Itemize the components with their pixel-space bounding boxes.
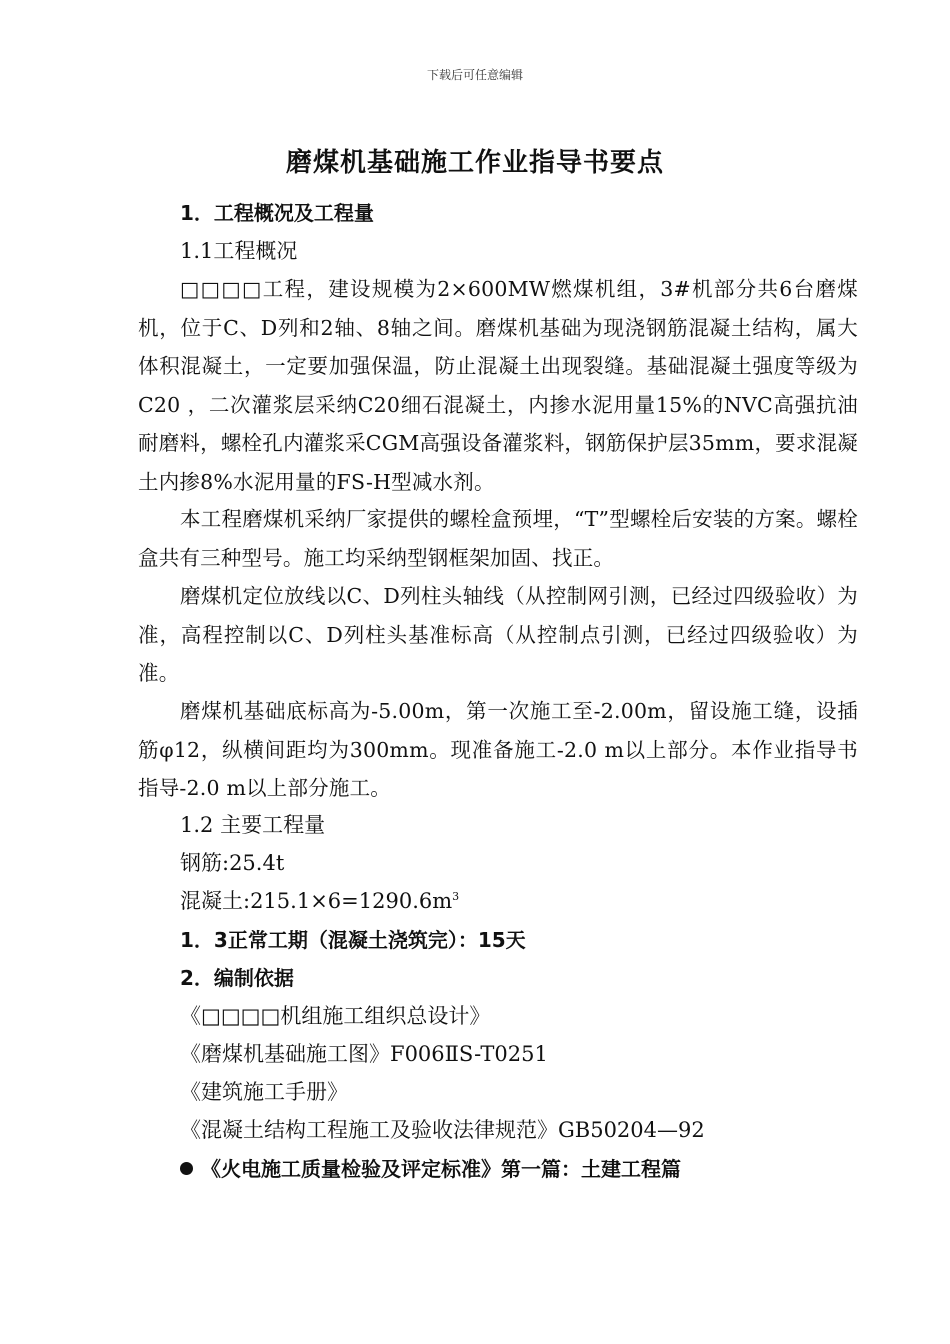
bullet-dot-icon — [180, 1162, 193, 1175]
reference-item: 《混凝土结构工程施工及验收法律规范》GB50204—92 — [180, 1118, 705, 1142]
paragraph-positioning: 磨煤机定位放线以C、D列柱头轴线（从控制网引测，已经过四级验收）为准，高程控制以C、D列柱头基准标高（从控制点引测，已经过四级验收）为准。 — [138, 584, 858, 685]
section-2-heading: 2．编制依据 — [180, 966, 294, 990]
quantity-concrete-text: 混凝土:215.1×6=1290.6m — [180, 889, 453, 913]
subsection-1-1: 1.1工程概况 — [180, 239, 298, 263]
bullet-reference-text: 《火电施工质量检验及评定标准》第一篇：土建工程篇 — [201, 1157, 681, 1181]
reference-item: 《磨煤机基础施工图》F006ⅡS-T0251 — [180, 1042, 548, 1066]
section-1-heading: 1．工程概况及工程量 — [180, 201, 374, 225]
bullet-reference — [180, 1150, 681, 1188]
paragraph-bolt-box: 本工程磨煤机采纳厂家提供的螺栓盒预埋，“T”型螺栓后安装的方案。螺栓盒共有三种型号。施工均采纳型钢框架加固、找正。 — [138, 507, 858, 570]
quantity-rebar: 钢筋:25.4t — [180, 851, 285, 875]
paragraph-elevation: 磨煤机基础底标高为-5.00m，第一次施工至-2.00m，留设施工缝，设插筋φ12，纵横间距均为300mm。现准备施工-2.0 m以上部分。本作业指导书指导-2.0 m以上部分施工。 — [138, 699, 858, 800]
quantity-concrete — [180, 882, 459, 920]
subsection-1-3: 1．3正常工期（混凝土浇筑完）：15天 — [180, 928, 526, 952]
subsection-1-2: 1.2 主要工程量 — [180, 813, 326, 837]
reference-item: 《建筑施工手册》 — [180, 1080, 348, 1104]
quantity-concrete-superscript: 3 — [452, 890, 460, 903]
paragraph-overview: □□□□工程，建设规模为2×600MW燃煤机组，3#机部分共6台磨煤机，位于C、D列和2轴、8轴之间。磨煤机基础为现浇钢筋混凝土结构，属大体积混凝土，一定要加强保温，防止混凝土出现裂缝。基础混凝土强度等级为C20 ，二次灌浆层采纳C20细石混凝土，内掺水泥用量15%的NVC高强抗油耐磨料，螺栓孔内灌浆采CGM高强设备灌浆料，钢筋保护层35mm，要求混凝土内掺8%水泥用量的FS-H型减水剂。 — [138, 277, 858, 494]
reference-item: 《□□□□机组施工组织总设计》 — [180, 1004, 491, 1028]
page-header: 下载后可任意编辑 — [426, 68, 523, 82]
page-title: 磨煤机基础施工作业指导书要点 — [285, 148, 664, 178]
